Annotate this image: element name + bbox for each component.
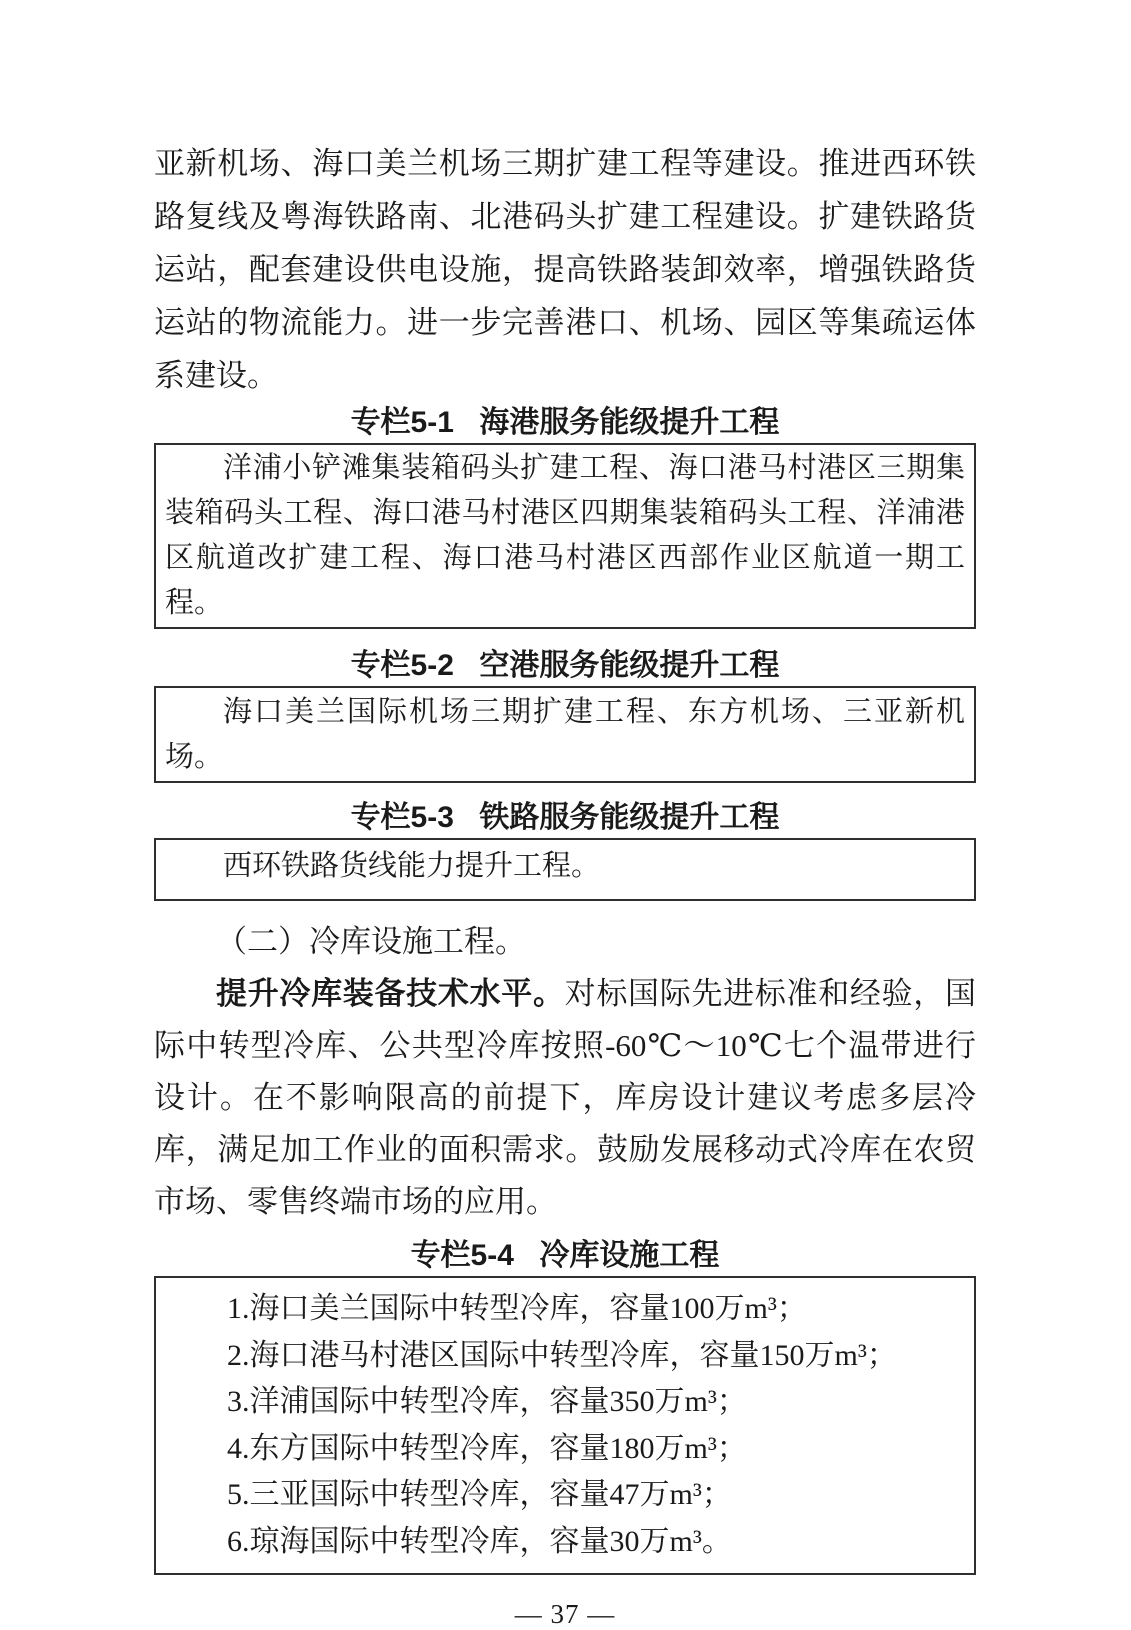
box-5-2-airport-projects xyxy=(154,686,976,783)
box-5-2-title: 空港服务能级提升工程 xyxy=(479,649,780,682)
list-item: 2.海口港马村港区国际中转型冷库，容量150万m³； xyxy=(227,1338,897,1372)
list-item: 5.三亚国际中转型冷库，容量47万m³； xyxy=(227,1478,732,1511)
paragraph-cold-storage xyxy=(154,968,976,1228)
list-item: 6.琼海国际中转型冷库，容量30万m³。 xyxy=(227,1524,732,1558)
box-header-5-3 xyxy=(154,799,976,837)
list-item: 1.海口美兰国际中转型冷库，容量100万m³； xyxy=(227,1292,807,1325)
box-5-1-seaport-projects xyxy=(154,443,976,629)
box-5-3-railway-projects xyxy=(154,838,976,901)
box-5-2-label: 专栏5-2 xyxy=(350,649,454,682)
paragraph-cold-storage-body: 对标国际先进标准和经验，国际中转型冷库、公共型冷库按照-60℃～10℃七个温带进行设计。在不影响限高的前提下，库房设计建议考虑多层冷库，满足加工作业的面积需求。鼓励发展移动式冷库在农贸市场、零售终端市场的应用。 xyxy=(154,976,977,1219)
page-content xyxy=(154,137,976,1630)
box-5-2-content: 海口美兰国际机场三期扩建工程、东方机场、三亚新机场。 xyxy=(165,696,965,773)
page-number: — 37 — xyxy=(514,1599,616,1629)
box-5-4-cold-storage-list xyxy=(154,1276,976,1575)
box-5-1-label: 专栏5-1 xyxy=(350,406,454,439)
box-5-4-title: 冷库设施工程 xyxy=(539,1239,720,1272)
paragraph-transport-construction: 亚新机场、海口美兰机场三期扩建工程等建设。推进西环铁路复线及粤海铁路南、北港码头扩建工程建设。扩建铁路货运站，配套建设供电设施，提高铁路装卸效率，增强铁路货运站的物流能力。进一步完善港口、机场、园区等集疏运体系建设。 xyxy=(154,146,976,393)
list-item: 4.东方国际中转型冷库，容量180万m³； xyxy=(227,1431,747,1465)
box-header-5-2 xyxy=(154,647,976,685)
box-5-1-content: 洋浦小铲滩集装箱码头扩建工程、海口港马村港区三期集装箱码头工程、海口港马村港区四期集装箱码头工程、洋浦港区航道改扩建工程、海口港马村港区西部作业区航道一期工程。 xyxy=(165,452,965,619)
box-5-3-label: 专栏5-3 xyxy=(350,801,454,834)
box-header-5-4 xyxy=(154,1237,976,1275)
box-header-5-1 xyxy=(154,404,976,442)
box-5-4-label: 专栏5-4 xyxy=(410,1239,514,1272)
box-5-1-title: 海港服务能级提升工程 xyxy=(479,406,780,439)
box-5-3-title: 铁路服务能级提升工程 xyxy=(479,801,780,834)
list-item: 3.洋浦国际中转型冷库，容量350万m³； xyxy=(227,1385,747,1418)
section-heading-cold-storage: （二）冷库设施工程。 xyxy=(216,924,526,959)
paragraph-cold-storage-bold-lead: 提升冷库装备技术水平。 xyxy=(216,976,565,1011)
box-5-3-content: 西环铁路货线能力提升工程。 xyxy=(223,850,601,882)
